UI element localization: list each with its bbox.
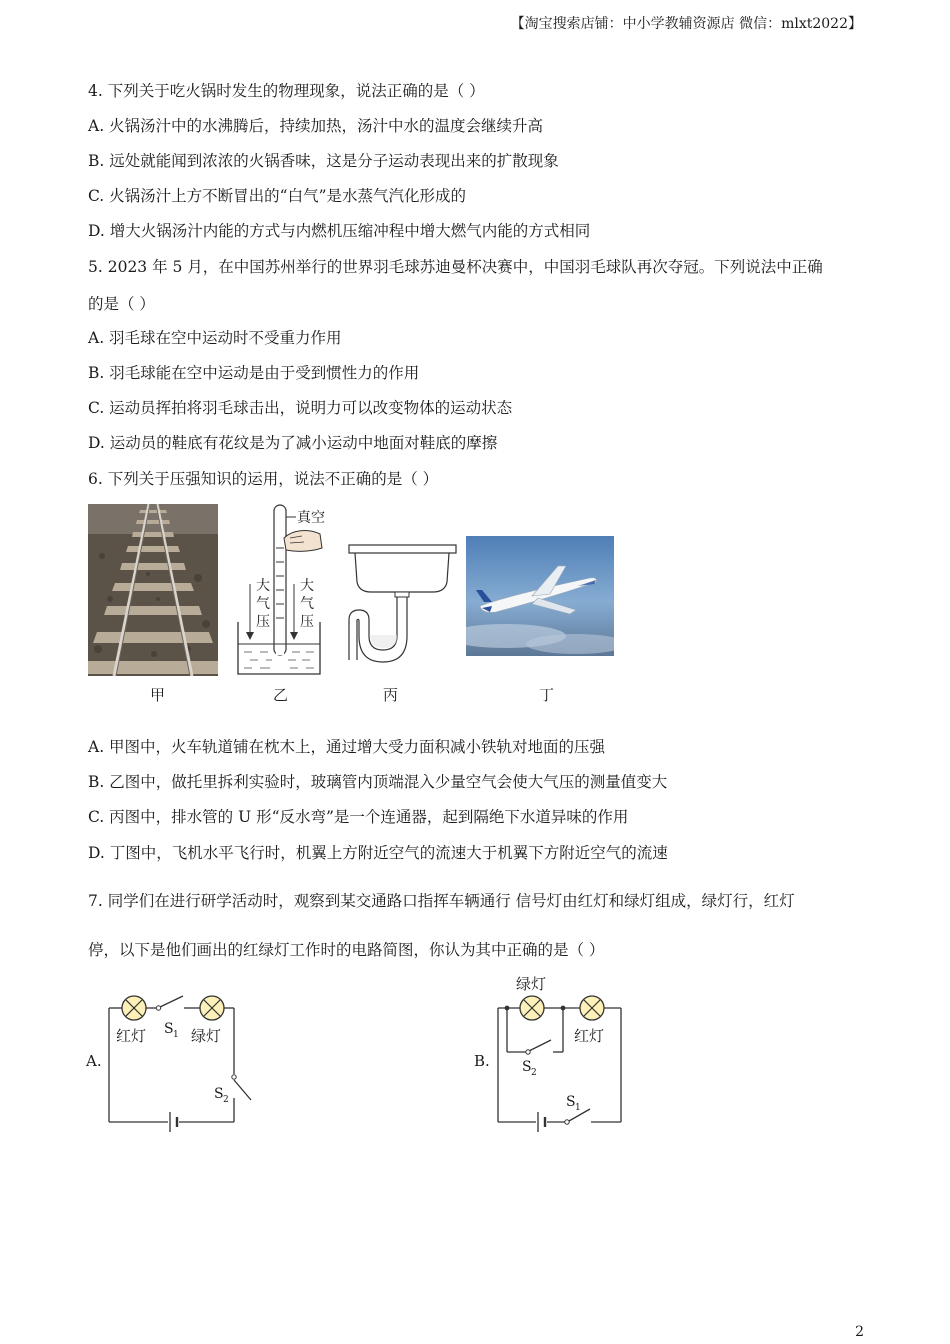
q4-stem: 4. 下列关于吃火锅时发生的物理现象，说法正确的是（ ） <box>88 82 485 100</box>
torricelli-experiment-diagram <box>236 500 336 678</box>
option-b-letter: B. <box>474 1052 490 1070</box>
option-b-red-lamp-label: 红灯 <box>574 1027 605 1045</box>
option-b-green-lamp-label: 绿灯 <box>516 975 547 993</box>
svg-text:大: 大 <box>300 578 314 594</box>
q5-option-d: D. 运动员的鞋底有花纹是为了减小运动中地面对鞋底的摩擦 <box>88 434 498 452</box>
circuit-diagram-b <box>474 970 634 1140</box>
option-b-s2-label: S <box>522 1059 532 1075</box>
q5-option-c: C. 运动员挥拍将羽毛球击出，说明力可以改变物体的运动状态 <box>88 399 513 417</box>
q7-stem-line1: 7. 同学们在进行研学活动时，观察到某交通路口指挥车辆通行 信号灯由红灯和绿灯组成，绿灯行，红灯 <box>88 892 795 910</box>
q6-option-d: D. 丁图中，飞机水平飞行时，机翼上方附近空气的流速大于机翼下方附近空气的流速 <box>88 844 668 862</box>
svg-text:压: 压 <box>256 614 270 630</box>
sink-u-trap-diagram <box>345 540 460 665</box>
q7-stem-line2: 停，以下是他们画出的红绿灯工作时的电路简图，你认为其中正确的是（ ） <box>88 941 605 959</box>
caption-bing: 丙 <box>383 686 399 704</box>
q6-option-c: C. 丙图中，排水管的 U 形“反水弯”是一个连通器，起到隔绝下水道异味的作用 <box>88 808 629 826</box>
q5-option-a: A. 羽毛球在空中运动时不受重力作用 <box>88 329 342 347</box>
q5-stem-line2: 的是（ ） <box>88 295 155 313</box>
caption-yi: 乙 <box>273 686 289 704</box>
svg-text:气: 气 <box>300 596 314 612</box>
green-lamp-icon <box>520 996 544 1020</box>
q6-option-a: A. 甲图中，火车轨道铺在枕木上，通过增大受力面积减小铁轨对地面的压强 <box>88 738 606 756</box>
q5-option-b: B. 羽毛球能在空中运动是由于受到惯性力的作用 <box>88 364 420 382</box>
option-b-s1-subscript: 1 <box>575 1103 581 1113</box>
q4-option-d: D. 增大火锅汤汁内能的方式与内燃机压缩冲程中增大燃气内能的方式相同 <box>88 222 591 240</box>
option-a-s1-label: S <box>164 1021 174 1037</box>
q6-option-b: B. 乙图中，做托里拆利实验时，玻璃管内顶端混入少量空气会使大气压的测量值变大 <box>88 773 668 791</box>
q6-stem: 6. 下列关于压强知识的运用，说法不正确的是（ ） <box>88 470 439 488</box>
option-a-s2-label: S <box>214 1086 224 1102</box>
q4-option-c: C. 火锅汤汁上方不断冒出的“白气”是水蒸气汽化形成的 <box>88 187 467 205</box>
svg-text:气: 气 <box>256 596 270 612</box>
q5-stem-line1: 5. 2023 年 5 月，在中国苏州举行的世界羽毛球苏迪曼杯决赛中，中国羽毛球队再次夺冠。下列说法中正确 <box>88 258 823 276</box>
red-lamp-icon <box>580 996 604 1020</box>
red-lamp-icon <box>122 996 146 1020</box>
option-a-s1-subscript: 1 <box>173 1030 179 1040</box>
vacuum-label: 真空 <box>297 510 325 526</box>
option-b-s2-subscript: 2 <box>531 1068 537 1078</box>
option-a-red-lamp-label: 红灯 <box>116 1027 147 1045</box>
svg-text:大: 大 <box>256 578 270 594</box>
option-a-letter: A. <box>86 1052 102 1070</box>
caption-jia: 甲 <box>150 686 166 704</box>
green-lamp-icon <box>200 996 224 1020</box>
railway-track-photo <box>88 504 218 676</box>
caption-ding: 丁 <box>539 686 555 704</box>
circuit-diagram-a <box>86 990 266 1140</box>
q4-option-b: B. 远处就能闻到浓浓的火锅香味，这是分子运动表现出来的扩散现象 <box>88 152 559 170</box>
page-header: 【淘宝搜索店铺：中小学教辅资源店 微信：mlxt2022】 <box>510 16 862 32</box>
q4-option-a: A. 火锅汤汁中的水沸腾后，持续加热，汤汁中水的温度会继续升高 <box>88 117 544 135</box>
page-number: 2 <box>855 1324 864 1340</box>
option-a-s2-subscript: 2 <box>223 1095 229 1105</box>
airplane-photo <box>466 536 614 656</box>
option-b-s1-label: S <box>566 1094 576 1110</box>
svg-text:压: 压 <box>300 614 314 630</box>
option-a-green-lamp-label: 绿灯 <box>191 1027 222 1045</box>
